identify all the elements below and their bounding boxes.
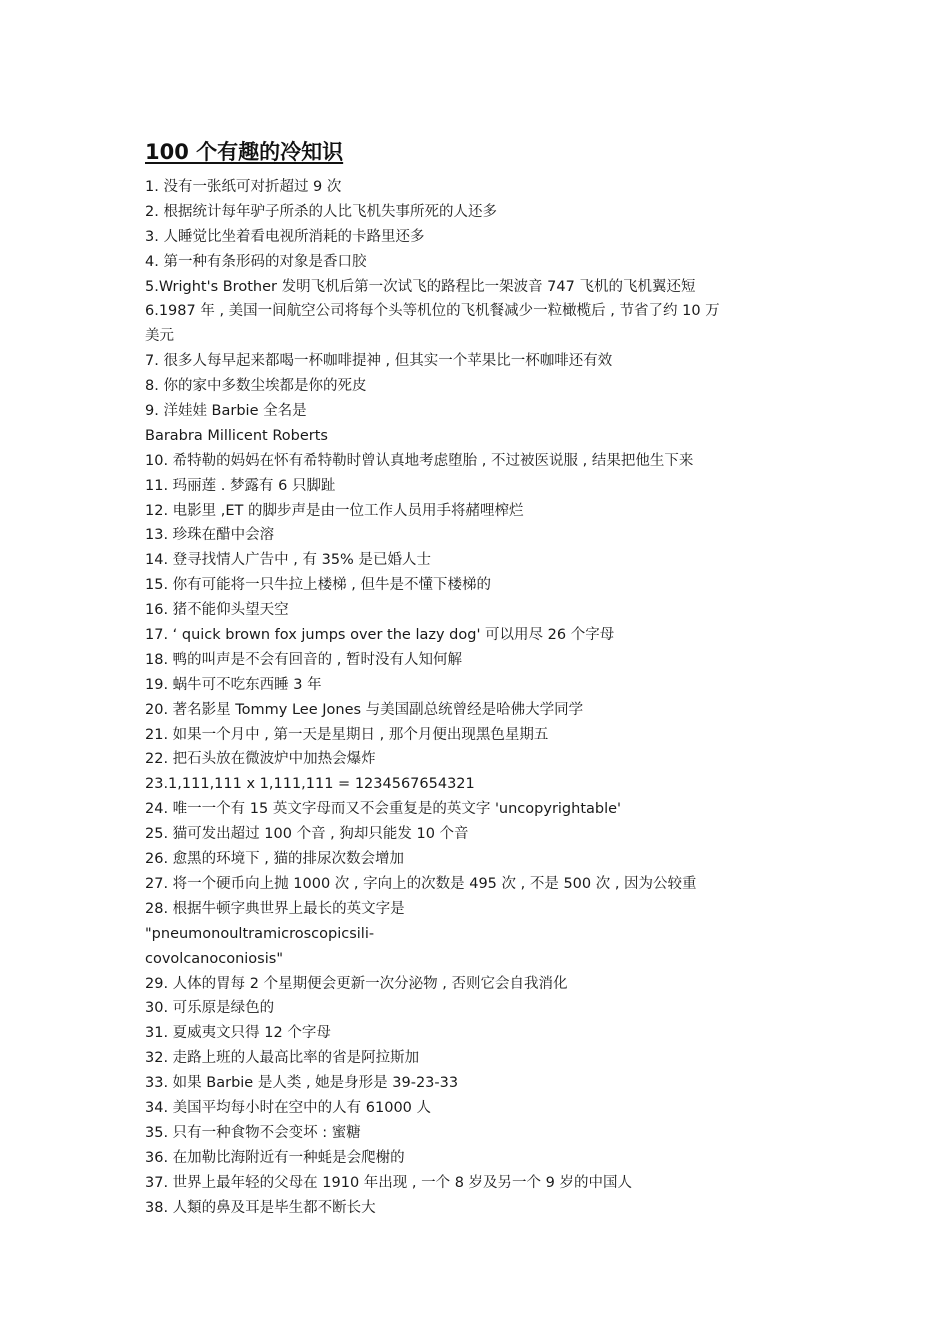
text-line: 6.1987 年 , 美国一间航空公司将每个头等机位的飞机餐减少一粒橄榄后 , 节省了约 10 万 <box>145 303 720 320</box>
text-line: 7. 很多人每早起来都喝一杯咖啡提神 , 但其实一个苹果比一杯咖啡还有效 <box>145 353 613 370</box>
document-title: 100 个有趣的冷知识 <box>145 140 344 164</box>
text-line: covolcanoconiosis" <box>145 950 283 967</box>
document-body <box>145 175 825 1220</box>
text-line: 36. 在加勒比海附近有一种蚝是会爬榭的 <box>145 1149 405 1166</box>
text-line: 12. 电影里 ,ET 的脚步声是由一位工作人员用手将赭哩榨烂 <box>145 502 524 519</box>
text-line: 19. 蜗牛可不吃东西睡 3 年 <box>145 676 322 693</box>
text-line: 24. 唯一一个有 15 英文字母而又不会重复是的英文字 'uncopyrightable' <box>145 801 622 818</box>
text-line: Barabra Millicent Roberts <box>145 427 328 444</box>
text-line: 16. 猪不能仰头望天空 <box>145 602 289 619</box>
text-line: 27. 将一个硬币向上抛 1000 次 , 字向上的次数是 495 次 , 不是 500 次 , 因为公较重 <box>145 875 697 892</box>
text-line: 3. 人睡觉比坐着看电视所消耗的卡路里还多 <box>145 228 425 245</box>
text-line: 18. 鸭的叫声是不会有回音的 , 暂时没有人知何解 <box>145 651 462 668</box>
text-line: 32. 走路上班的人最高比率的省是阿拉斯加 <box>145 1050 420 1067</box>
text-line: 5.Wright's Brother 发明飞机后第一次试飞的路程比一架波音 747 飞机的飞机翼还短 <box>145 278 696 295</box>
text-line: 33. 如果 Barbie 是人类 , 她是身形是 39-23-33 <box>145 1075 459 1092</box>
text-line: 29. 人体的胃每 2 个星期便会更新一次分泌物 , 否则它会自我消化 <box>145 975 568 992</box>
text-line: 8. 你的家中多数尘埃都是你的死皮 <box>145 378 367 395</box>
text-line: 10. 希特勒的妈妈在怀有希特勒时曾认真地考虑堕胎 , 不过被医说服 , 结果把他生下来 <box>145 452 694 469</box>
text-line: 35. 只有一种食物不会变坏 : 蜜糖 <box>145 1124 361 1141</box>
text-line: 38. 人類的鼻及耳是毕生都不断长大 <box>145 1199 376 1216</box>
text-line: 25. 猫可发出超过 100 个音 , 狗却只能发 10 个音 <box>145 826 469 843</box>
text-line: 30. 可乐原是绿色的 <box>145 1000 275 1017</box>
text-line: 1. 没有一张纸可对折超过 9 次 <box>145 179 342 195</box>
text-line: "pneumonoultramicroscopicsili- <box>145 925 375 942</box>
text-line: 13. 珍珠在醋中会溶 <box>145 527 275 544</box>
text-line: 14. 登寻找情人广告中 , 有 35% 是已婚人士 <box>145 552 431 569</box>
text-line: 21. 如果一个月中 , 第一天是星期日 , 那个月便出现黑色星期五 <box>145 726 549 743</box>
text-line: 23.1,111,111 x 1,111,111 = 1234567654321 <box>145 776 475 793</box>
text-line: 22. 把石头放在微波炉中加热会爆炸 <box>145 751 376 768</box>
text-line: 26. 愈黑的环境下 , 猫的排尿次数会增加 <box>145 851 404 868</box>
text-line: 9. 洋娃娃 Barbie 全名是 <box>145 403 307 420</box>
text-line: 17. ‘ quick brown fox jumps over the lazy dog' 可以用尽 26 个字母 <box>145 627 615 644</box>
text-line: 28. 根据牛顿字典世界上最长的英文字是 <box>145 900 405 917</box>
text-line: 31. 夏威夷文只得 12 个字母 <box>145 1025 331 1042</box>
text-line: 20. 著名影星 Tommy Lee Jones 与美国副总统曾经是哈佛大学同学 <box>145 701 584 718</box>
text-line: 34. 美国平均每小时在空中的人有 61000 人 <box>145 1099 432 1116</box>
text-line: 15. 你有可能将一只牛拉上楼梯 , 但牛是不懂下楼梯的 <box>145 577 491 594</box>
text-line: 4. 第一种有条形码的对象是香口胶 <box>145 253 367 270</box>
text-line: 37. 世界上最年轻的父母在 1910 年出现 , 一个 8 岁及另一个 9 岁的中国人 <box>145 1174 633 1191</box>
text-line: 2. 根据统计每年驴子所杀的人比飞机失事所死的人还多 <box>145 203 497 220</box>
text-line: 美元 <box>145 328 174 345</box>
text-line: 11. 玛丽莲 . 梦露有 6 只脚趾 <box>145 477 336 494</box>
